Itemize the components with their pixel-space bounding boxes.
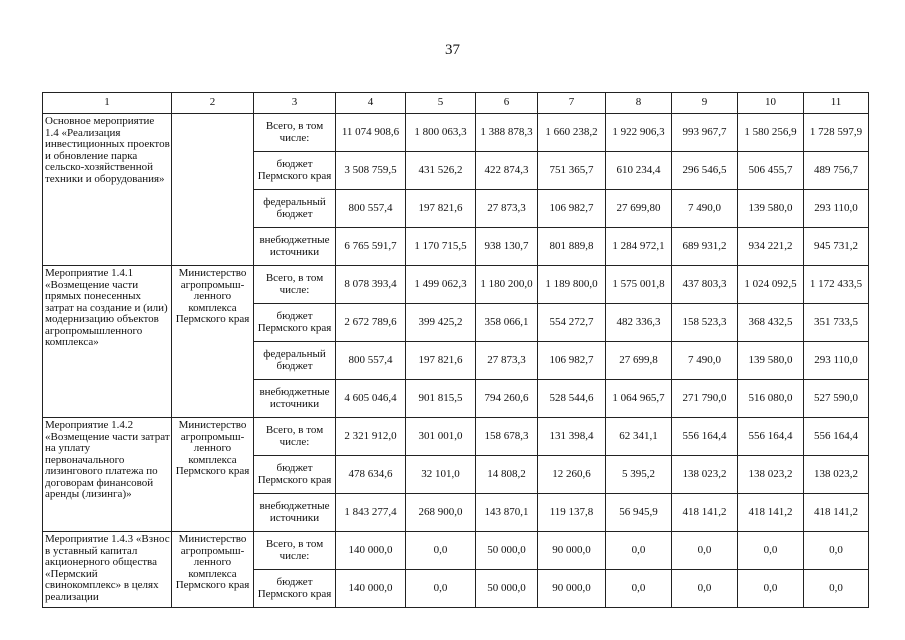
amount-cell: 293 110,0 — [804, 342, 869, 380]
activity-description: Мероприятие 1.4.3 «Взнос в уставный капитал акционерного общества «Пермский свинокомплекс» в целях реализации — [43, 532, 172, 608]
amount-cell: 751 365,7 — [538, 152, 606, 190]
amount-cell: 422 874,3 — [476, 152, 538, 190]
amount-cell: 293 110,0 — [804, 190, 869, 228]
amount-cell: 358 066,1 — [476, 304, 538, 342]
header-cell: 8 — [606, 93, 672, 114]
amount-cell: 296 546,5 — [672, 152, 738, 190]
amount-cell: 32 101,0 — [406, 456, 476, 494]
amount-cell: 197 821,6 — [406, 190, 476, 228]
amount-cell: 993 967,7 — [672, 114, 738, 152]
amount-cell: 431 526,2 — [406, 152, 476, 190]
funding-source: внебюджетные источники — [254, 494, 336, 532]
amount-cell: 800 557,4 — [336, 190, 406, 228]
amount-cell: 800 557,4 — [336, 342, 406, 380]
amount-cell: 0,0 — [672, 570, 738, 608]
amount-cell: 271 790,0 — [672, 380, 738, 418]
funding-source: бюджет Пермского края — [254, 152, 336, 190]
amount-cell: 0,0 — [804, 532, 869, 570]
executor-cell: Министерство агропромыш-ленного комплекса Пермского края — [172, 418, 254, 532]
executor-cell: Министерство агропромыш-ленного комплекса Пермского края — [172, 532, 254, 608]
amount-cell: 14 808,2 — [476, 456, 538, 494]
amount-cell: 139 580,0 — [738, 190, 804, 228]
funding-source: внебюджетные источники — [254, 228, 336, 266]
amount-cell: 50 000,0 — [476, 532, 538, 570]
amount-cell: 138 023,2 — [672, 456, 738, 494]
header-cell: 2 — [172, 93, 254, 114]
amount-cell: 138 023,2 — [738, 456, 804, 494]
amount-cell: 8 078 393,4 — [336, 266, 406, 304]
amount-cell: 1 580 256,9 — [738, 114, 804, 152]
amount-cell: 901 815,5 — [406, 380, 476, 418]
funding-source: Всего, в том числе: — [254, 266, 336, 304]
amount-cell: 1 728 597,9 — [804, 114, 869, 152]
amount-cell: 27 873,3 — [476, 342, 538, 380]
amount-cell: 139 580,0 — [738, 342, 804, 380]
amount-cell: 1 284 972,1 — [606, 228, 672, 266]
header-cell: 7 — [538, 93, 606, 114]
amount-cell: 1 024 092,5 — [738, 266, 804, 304]
amount-cell: 399 425,2 — [406, 304, 476, 342]
amount-cell: 158 678,3 — [476, 418, 538, 456]
amount-cell: 418 141,2 — [738, 494, 804, 532]
executor-cell — [172, 114, 254, 266]
amount-cell: 7 490,0 — [672, 190, 738, 228]
funding-source: федеральный бюджет — [254, 190, 336, 228]
page-number: 37 — [445, 42, 460, 58]
amount-cell: 0,0 — [606, 570, 672, 608]
amount-cell: 418 141,2 — [804, 494, 869, 532]
amount-cell: 506 455,7 — [738, 152, 804, 190]
amount-cell: 12 260,6 — [538, 456, 606, 494]
amount-cell: 50 000,0 — [476, 570, 538, 608]
amount-cell: 1 388 878,3 — [476, 114, 538, 152]
amount-cell: 2 321 912,0 — [336, 418, 406, 456]
amount-cell: 268 900,0 — [406, 494, 476, 532]
amount-cell: 56 945,9 — [606, 494, 672, 532]
amount-cell: 801 889,8 — [538, 228, 606, 266]
amount-cell: 0,0 — [406, 570, 476, 608]
funding-source: внебюджетные источники — [254, 380, 336, 418]
amount-cell: 138 023,2 — [804, 456, 869, 494]
amount-cell: 119 137,8 — [538, 494, 606, 532]
amount-cell: 3 508 759,5 — [336, 152, 406, 190]
amount-cell: 0,0 — [738, 532, 804, 570]
amount-cell: 437 803,3 — [672, 266, 738, 304]
amount-cell: 0,0 — [804, 570, 869, 608]
amount-cell: 140 000,0 — [336, 570, 406, 608]
amount-cell: 131 398,4 — [538, 418, 606, 456]
amount-cell: 140 000,0 — [336, 532, 406, 570]
amount-cell: 90 000,0 — [538, 570, 606, 608]
amount-cell: 554 272,7 — [538, 304, 606, 342]
amount-cell: 934 221,2 — [738, 228, 804, 266]
budget-table — [42, 92, 869, 608]
header-cell: 1 — [43, 93, 172, 114]
amount-cell: 106 982,7 — [538, 342, 606, 380]
activity-description: Основное мероприятие 1.4 «Реализация инвестиционных проектов и обновление парка сельско-хозяйственной техники и оборудования» — [43, 114, 172, 266]
amount-cell: 1 064 965,7 — [606, 380, 672, 418]
table-row — [43, 532, 869, 570]
budget-table-body — [43, 93, 869, 608]
header-cell: 10 — [738, 93, 804, 114]
header-row — [43, 93, 869, 114]
amount-cell: 556 164,4 — [672, 418, 738, 456]
amount-cell: 1 922 906,3 — [606, 114, 672, 152]
amount-cell: 478 634,6 — [336, 456, 406, 494]
amount-cell: 1 189 800,0 — [538, 266, 606, 304]
amount-cell: 62 341,1 — [606, 418, 672, 456]
amount-cell: 7 490,0 — [672, 342, 738, 380]
funding-source: Всего, в том числе: — [254, 532, 336, 570]
funding-source: Всего, в том числе: — [254, 418, 336, 456]
amount-cell: 489 756,7 — [804, 152, 869, 190]
amount-cell: 301 001,0 — [406, 418, 476, 456]
amount-cell: 482 336,3 — [606, 304, 672, 342]
amount-cell: 351 733,5 — [804, 304, 869, 342]
funding-source: Всего, в том числе: — [254, 114, 336, 152]
amount-cell: 27 873,3 — [476, 190, 538, 228]
activity-description: Мероприятие 1.4.1 «Возмещение части прямых понесенных затрат на создание и (или) модернизацию объектов агропромышленного комплекса» — [43, 266, 172, 418]
funding-source: федеральный бюджет — [254, 342, 336, 380]
amount-cell: 1 172 433,5 — [804, 266, 869, 304]
table-row — [43, 266, 869, 304]
amount-cell: 1 575 001,8 — [606, 266, 672, 304]
amount-cell: 11 074 908,6 — [336, 114, 406, 152]
amount-cell: 90 000,0 — [538, 532, 606, 570]
amount-cell: 0,0 — [738, 570, 804, 608]
activity-description: Мероприятие 1.4.2 «Возмещение части затрат на уплату первоначального лизингового платежа по договорам финансовой аренды (лизинга)» — [43, 418, 172, 532]
amount-cell: 527 590,0 — [804, 380, 869, 418]
amount-cell: 1 800 063,3 — [406, 114, 476, 152]
amount-cell: 1 660 238,2 — [538, 114, 606, 152]
header-cell: 6 — [476, 93, 538, 114]
amount-cell: 610 234,4 — [606, 152, 672, 190]
header-cell: 11 — [804, 93, 869, 114]
amount-cell: 945 731,2 — [804, 228, 869, 266]
amount-cell: 938 130,7 — [476, 228, 538, 266]
amount-cell: 197 821,6 — [406, 342, 476, 380]
amount-cell: 5 395,2 — [606, 456, 672, 494]
amount-cell: 27 699,80 — [606, 190, 672, 228]
table-row — [43, 418, 869, 456]
header-cell: 5 — [406, 93, 476, 114]
amount-cell: 1 499 062,3 — [406, 266, 476, 304]
amount-cell: 0,0 — [672, 532, 738, 570]
funding-source: бюджет Пермского края — [254, 570, 336, 608]
amount-cell: 418 141,2 — [672, 494, 738, 532]
funding-source: бюджет Пермского края — [254, 304, 336, 342]
amount-cell: 0,0 — [606, 532, 672, 570]
funding-source: бюджет Пермского края — [254, 456, 336, 494]
amount-cell: 2 672 789,6 — [336, 304, 406, 342]
amount-cell: 528 544,6 — [538, 380, 606, 418]
amount-cell: 158 523,3 — [672, 304, 738, 342]
table-row — [43, 114, 869, 152]
executor-cell: Министерство агропромыш-ленного комплекса Пермского края — [172, 266, 254, 418]
amount-cell: 556 164,4 — [738, 418, 804, 456]
amount-cell: 1 170 715,5 — [406, 228, 476, 266]
amount-cell: 0,0 — [406, 532, 476, 570]
amount-cell: 516 080,0 — [738, 380, 804, 418]
header-cell: 3 — [254, 93, 336, 114]
header-cell: 9 — [672, 93, 738, 114]
amount-cell: 368 432,5 — [738, 304, 804, 342]
amount-cell: 143 870,1 — [476, 494, 538, 532]
amount-cell: 1 843 277,4 — [336, 494, 406, 532]
amount-cell: 4 605 046,4 — [336, 380, 406, 418]
amount-cell: 6 765 591,7 — [336, 228, 406, 266]
amount-cell: 106 982,7 — [538, 190, 606, 228]
amount-cell: 794 260,6 — [476, 380, 538, 418]
header-cell: 4 — [336, 93, 406, 114]
amount-cell: 556 164,4 — [804, 418, 869, 456]
amount-cell: 689 931,2 — [672, 228, 738, 266]
amount-cell: 27 699,8 — [606, 342, 672, 380]
amount-cell: 1 180 200,0 — [476, 266, 538, 304]
